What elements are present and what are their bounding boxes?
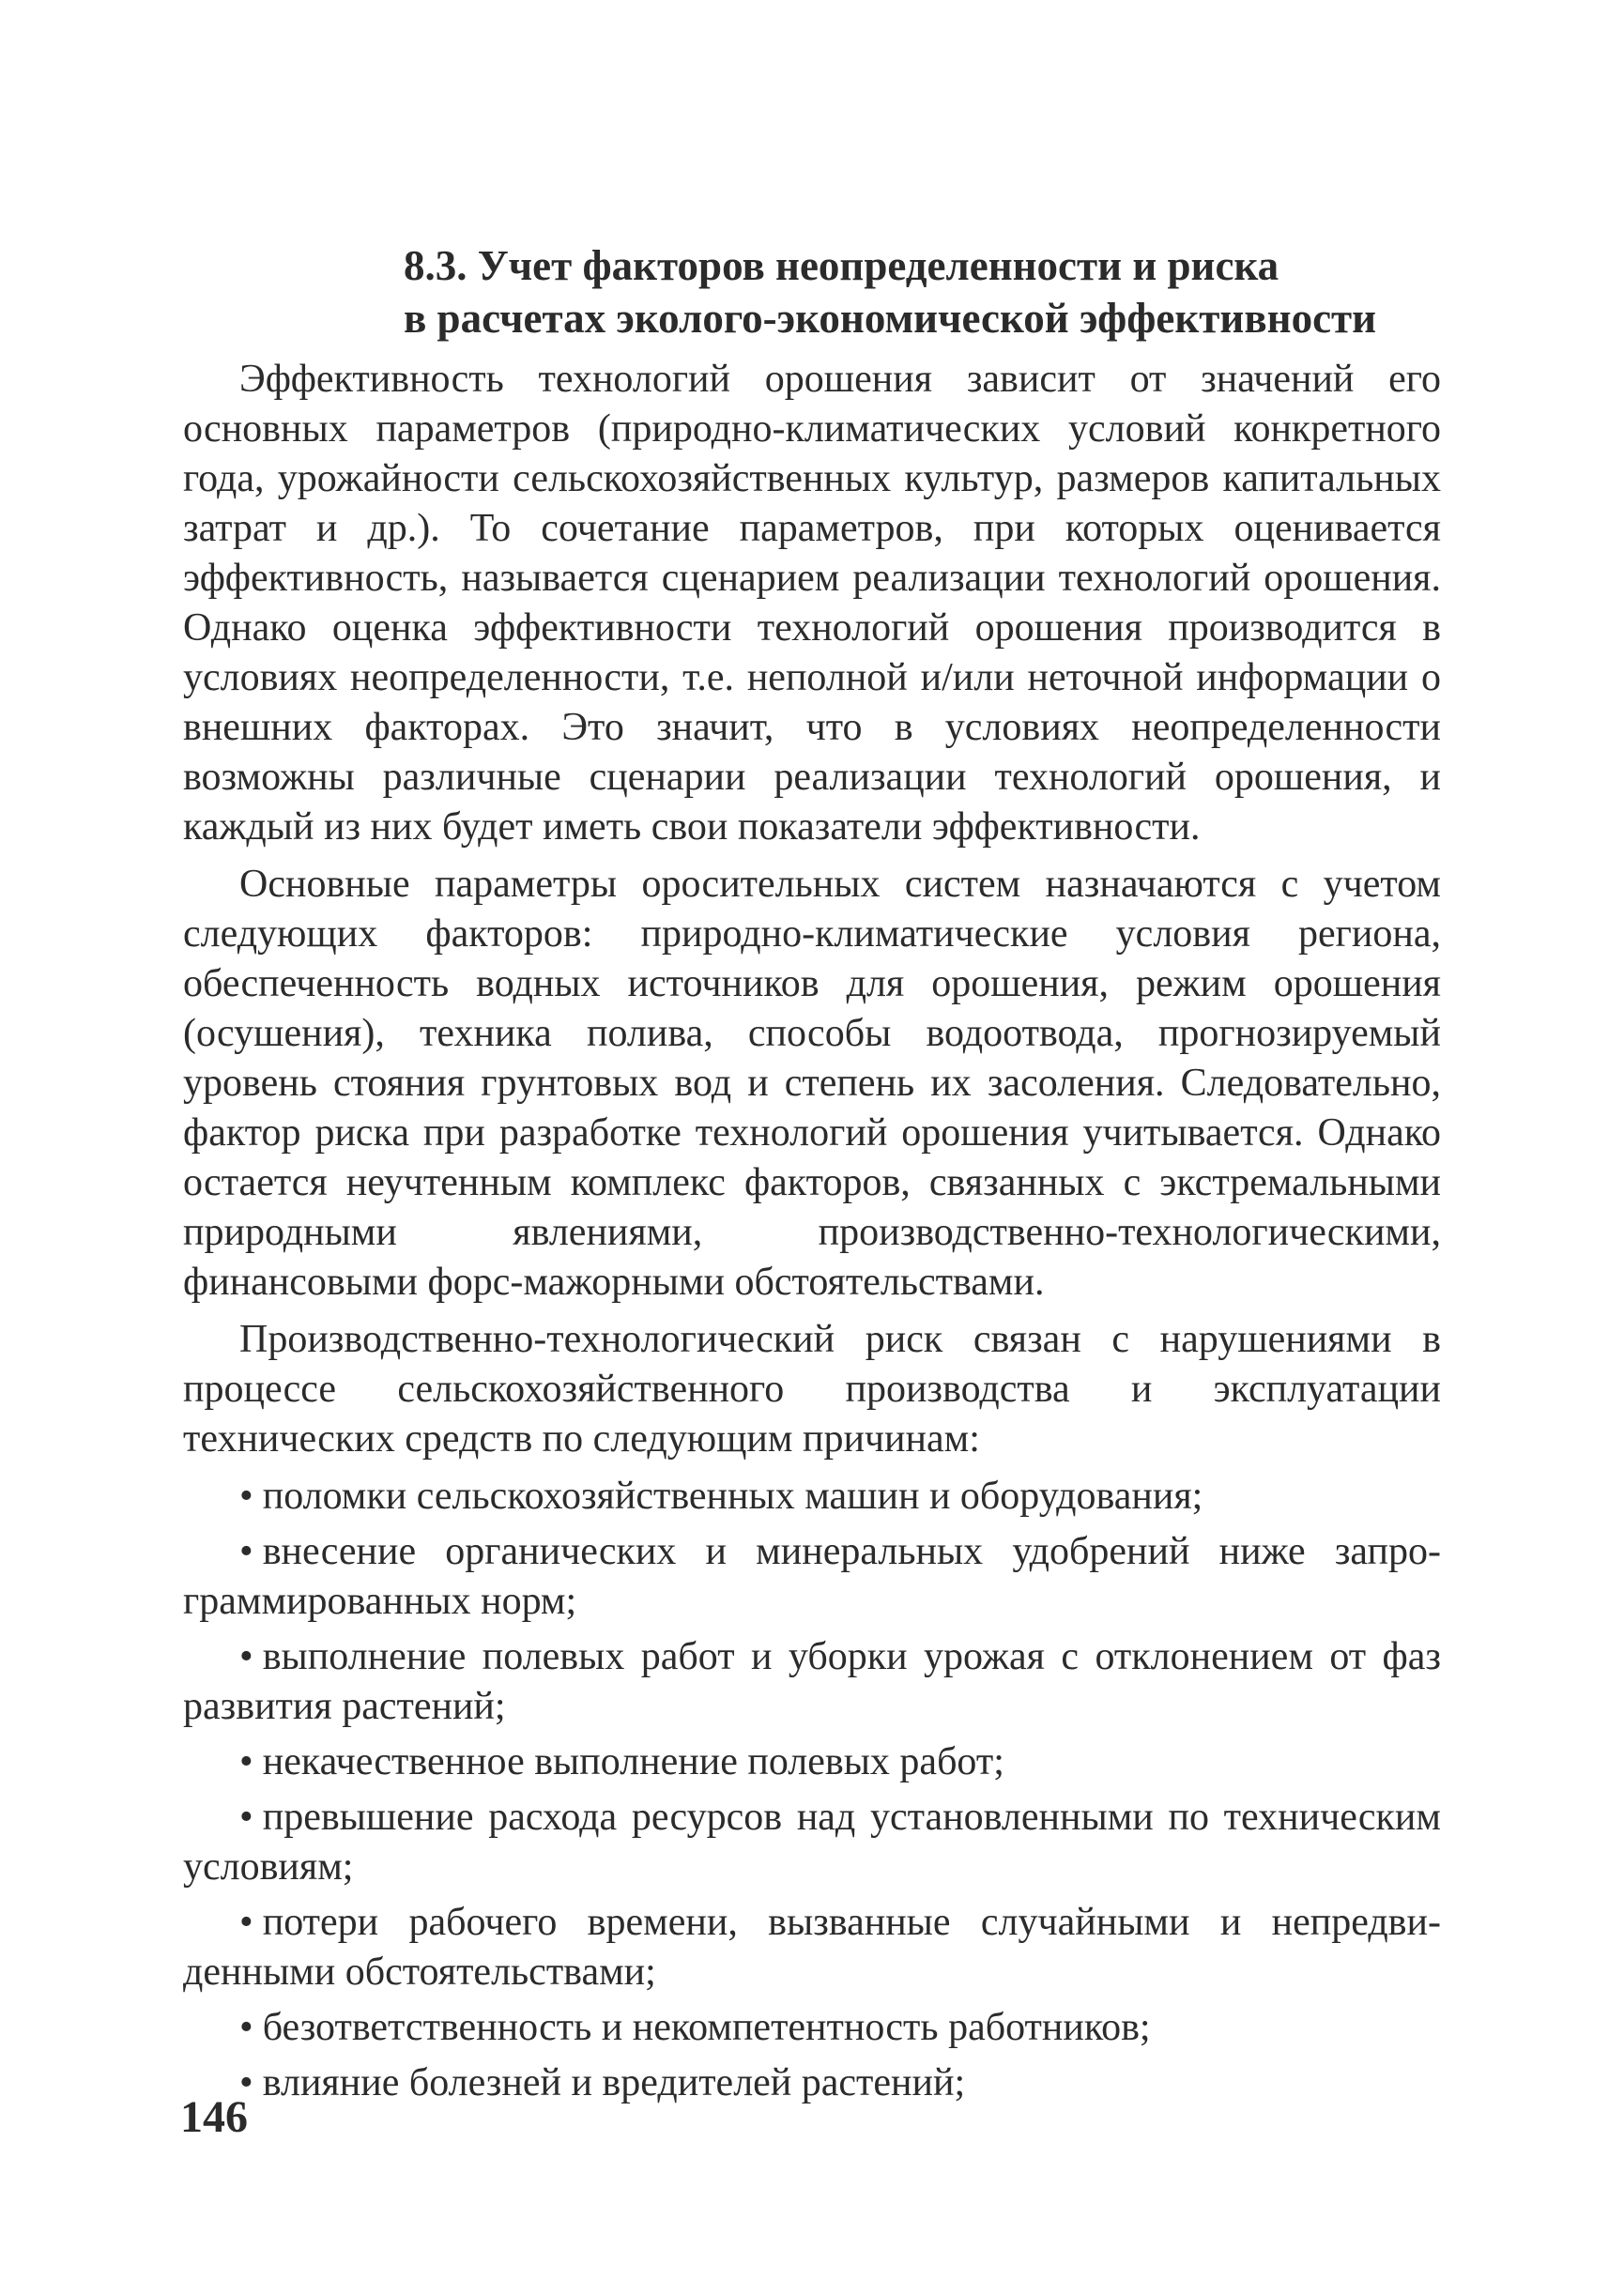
paragraph-1: Эффективность технологий орошения зависит от значений его основных параметров (природно-климатических условий конкретного года, урожайности сельскохозяйственных культур, размеров капитальных затрат и др.). То сочетание параметров, при которых оценивается эффективность, называется сценарием реализации технологий орошения. Однако оценка эффективности технологий орошения производится в условиях неопределенности, т.е. неполной и/или неточной информации о внешних факторах. Это значит, что в условиях неопределенности возможны различные сценарии реализации технологий орошения, и каждый из них будет иметь свои показатели эффективности.	[183, 358, 1441, 849]
section-heading-line-2: в расчетах эколого-экономической эффективности	[404, 295, 1377, 343]
list-item	[183, 1527, 1441, 1627]
page-number: 146	[180, 2092, 248, 2142]
paragraph-3: Производственно-технологический риск связан с нарушениями в процессе сельскохозяйственного производства и эксплуатации технических средств по следующим причинам:	[183, 1318, 1441, 1461]
section-heading	[404, 239, 1455, 344]
section-heading-line-1: 8.3. Учет факторов неопределенности и риска	[404, 242, 1279, 290]
bullet-icon: •	[239, 1475, 253, 1518]
list-item	[183, 1737, 1441, 1787]
paragraph-2: Основные параметры оросительных систем назначаются с учетом следующих факторов: природно-климатические условия региона, обеспеченность водных источников для орошения, режим орошения (осушения), техника полива, способы водоотвода, прогнозируемый уровень стояния грунтовых вод и степень их засоления. Следовательно, фактор риска при разработке технологий орошения учитывается. Однако остается неучтенным комплекс факторов, связанных с экстремальными природными явлениями, производственно-технологическими, финансовыми форс-мажорными обстоятельствами.	[183, 863, 1441, 1304]
list-item	[183, 2058, 1441, 2108]
list-item	[183, 2003, 1441, 2053]
bullet-icon: •	[239, 2061, 253, 2104]
list-item	[183, 1632, 1441, 1732]
bullet-icon: •	[239, 1530, 253, 1573]
list-item-text: поломки сельскохозяйственных машин и оборудования;	[262, 1475, 1203, 1518]
list-item-text: потери рабочего времени, вызванные случайными и непредвиденными обстоятельствами;	[183, 1901, 1441, 1994]
list-item-text: выполнение полевых работ и уборки урожая с отклонением от фаз развития растений;	[183, 1635, 1441, 1728]
list-item-text: некачественное выполнение полевых работ;	[262, 1740, 1004, 1783]
list-item	[183, 1472, 1441, 1522]
bullet-icon: •	[239, 1901, 253, 1944]
list-item-text: превышение расхода ресурсов над установленными по техническим условиям;	[183, 1796, 1441, 1889]
list-item-text: безответственность и некомпетентность работников;	[262, 2006, 1151, 2049]
risk-causes-list	[183, 1472, 1441, 2108]
list-item	[183, 1793, 1441, 1892]
bullet-icon: •	[239, 1740, 253, 1783]
bullet-icon: •	[239, 1635, 253, 1678]
body-text	[183, 355, 1441, 2114]
list-item-text: влияние болезней и вредителей растений;	[262, 2061, 966, 2104]
bullet-icon: •	[239, 2006, 253, 2049]
list-item-text: внесение органических и минеральных удобрений ниже запрограммированных норм;	[183, 1530, 1441, 1623]
list-item	[183, 1898, 1441, 1997]
bullet-icon: •	[239, 1796, 253, 1839]
